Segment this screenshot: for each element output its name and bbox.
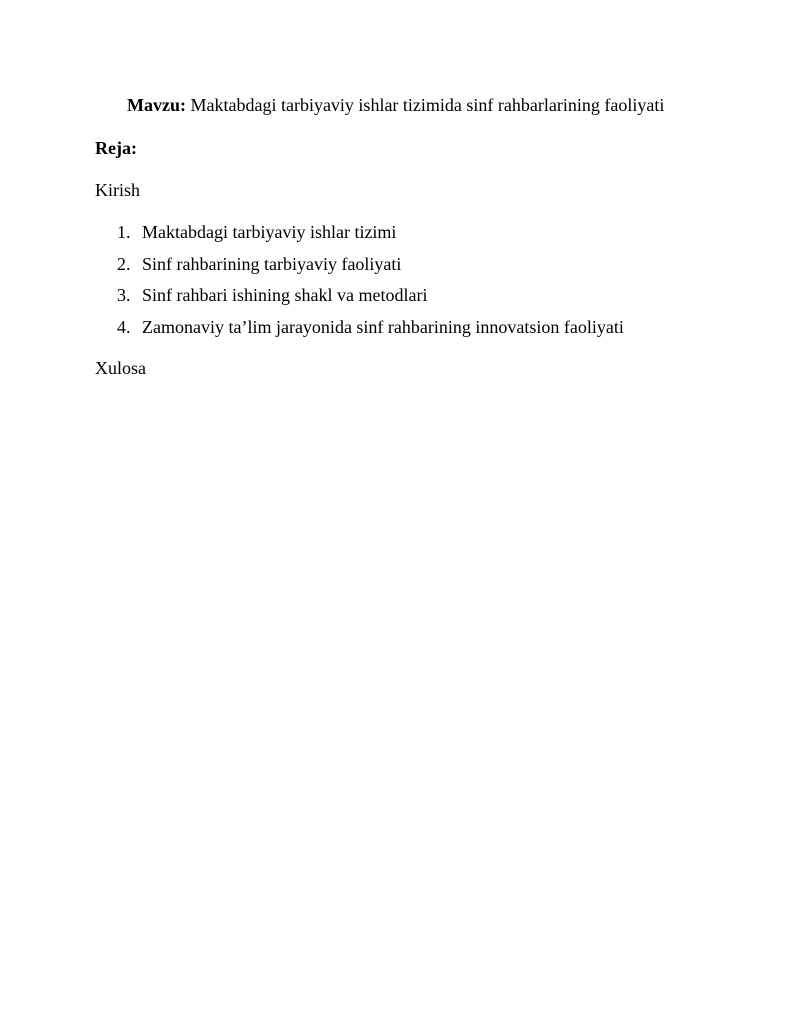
list-item-number: 3. [117, 285, 131, 305]
plan-heading: Reja: [95, 138, 137, 158]
list-item-number: 2. [117, 253, 131, 274]
conclusion-section: Xulosa [95, 358, 146, 378]
list-item-number: 1. [117, 222, 131, 242]
list-item-text: Sinf rahbari ishining shakl va metodlari [142, 285, 428, 305]
list-item-text: Sinf rahbarining tarbiyaviy faoliyati [142, 253, 402, 274]
list-item-number: 4. [117, 316, 131, 337]
document-title [127, 93, 664, 117]
title-label: Mavzu: [127, 95, 186, 115]
list-item-text: Maktabdagi tarbiyaviy ishlar tizimi [142, 222, 397, 242]
intro-section: Kirish [95, 180, 140, 200]
title-text: Maktabdagi tarbiyaviy ishlar tizimida sinf rahbarlarining faoliyati [190, 95, 665, 115]
list-item-text: Zamonaviy ta’lim jarayonida sinf rahbarining innovatsion faoliyati [142, 316, 624, 337]
